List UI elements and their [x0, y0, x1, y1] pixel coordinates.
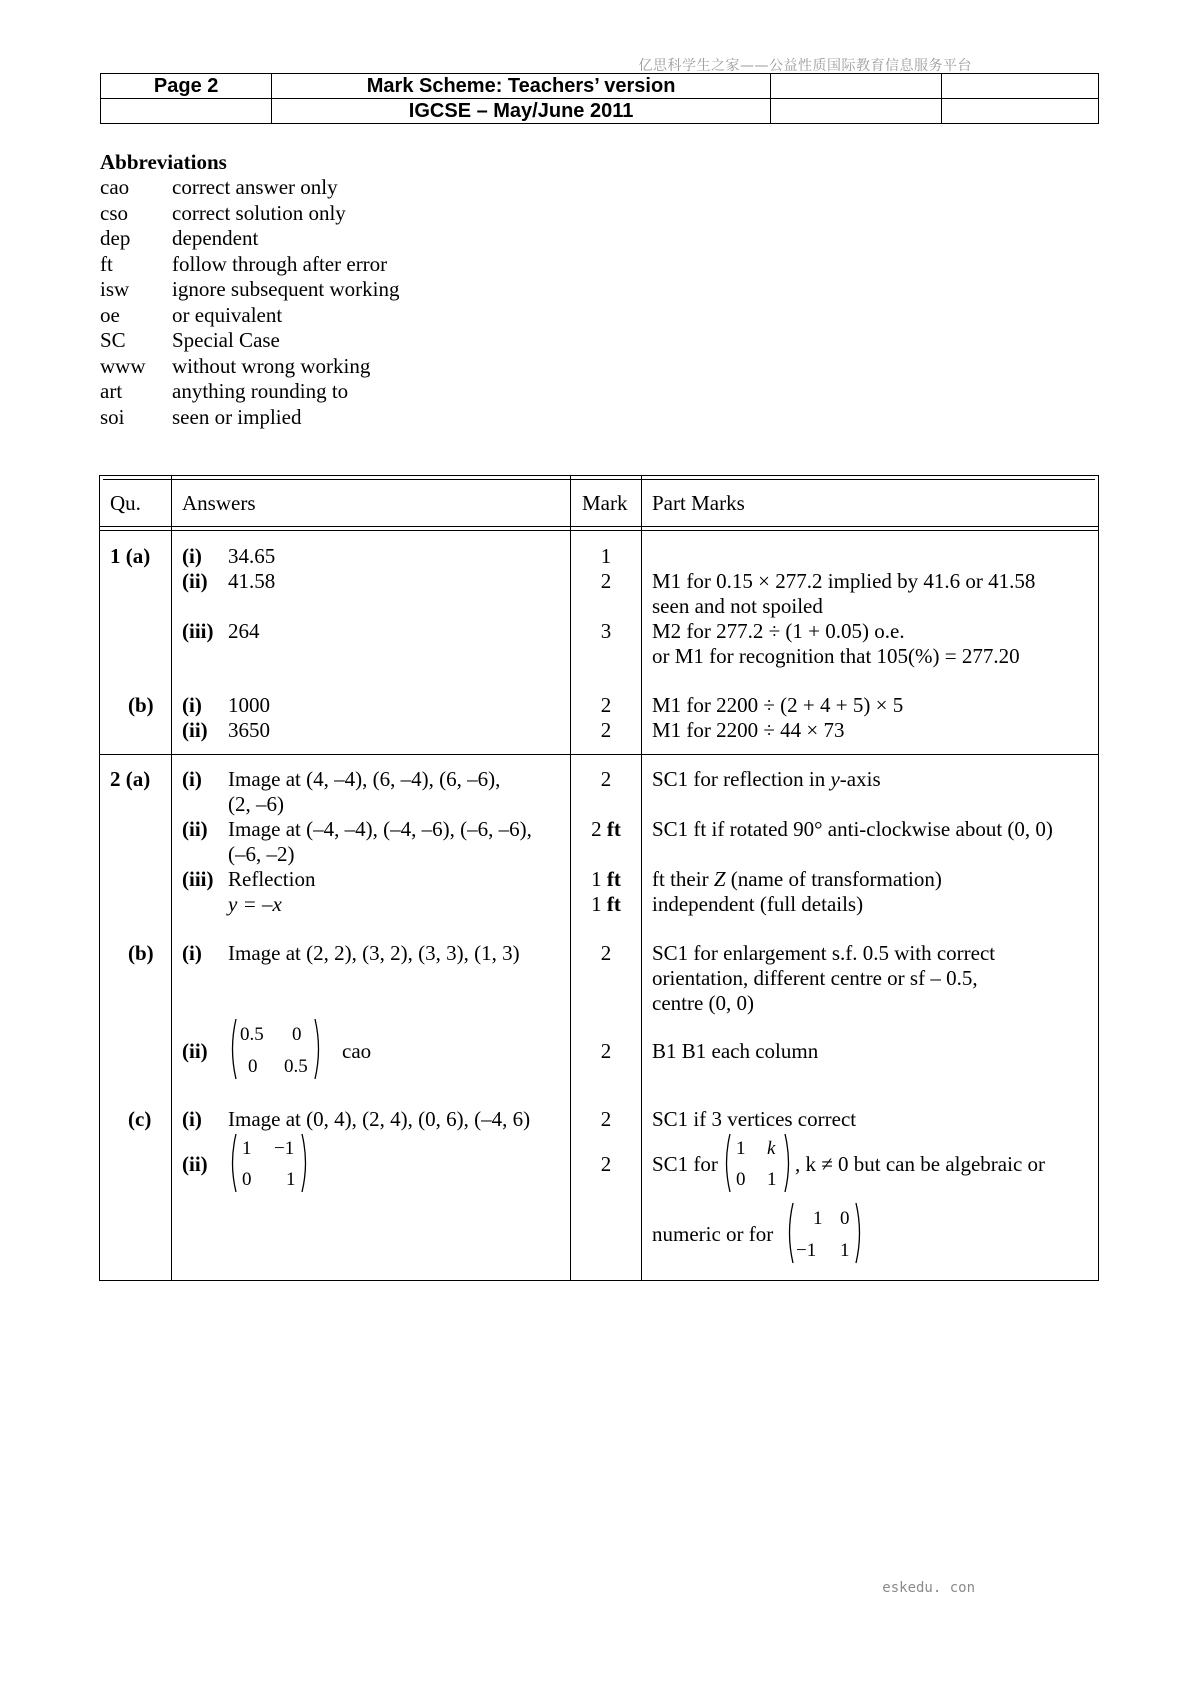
part-marks: M1 for 2200 ÷ 44 × 73 [652, 718, 845, 742]
question-label: (b) [128, 941, 154, 965]
variable: y [830, 767, 840, 791]
matrix-cell: 1 [736, 1138, 746, 1159]
answer: 34.65 [228, 544, 276, 568]
left-bracket [790, 1203, 794, 1263]
abbreviation-item [100, 175, 399, 201]
abbreviation-item [100, 405, 399, 431]
part-label: (i) [182, 767, 202, 791]
part-label: (ii) [182, 1039, 208, 1063]
right-bracket [785, 1134, 789, 1192]
matrix [228, 1132, 310, 1199]
part-marks: M2 for 277.2 ÷ (1 + 0.05) o.e. [652, 619, 905, 643]
part-marks: orientation, different centre or sf – 0.5, [652, 966, 978, 990]
abbreviation-value: anything rounding to [172, 379, 349, 403]
abbreviation-value: without wrong working [172, 353, 371, 378]
mark: 3 [600, 619, 612, 643]
part-marks: , k ≠ 0 but can be algebraic or [795, 1152, 1046, 1176]
answer-note: cao [342, 1039, 372, 1063]
abbreviation-key: SC [100, 328, 126, 352]
answer: Image at (4, –4), (6, –4), (6, –6), [228, 767, 501, 791]
header-subtitle: IGCSE – May/June 2011 [272, 99, 771, 124]
part-label: (i) [182, 544, 202, 568]
left-bracket [233, 1134, 237, 1192]
matrix-cell: 0.5 [240, 1024, 264, 1045]
part-marks: seen and not spoiled [652, 594, 823, 618]
header-divider [100, 526, 1098, 527]
ft-mark: ft [606, 817, 621, 841]
right-bracket [856, 1203, 860, 1263]
matrix-cell: 0 [242, 1169, 252, 1190]
abbreviation-value: or equivalent [172, 302, 283, 327]
part-label: (ii) [182, 569, 208, 593]
abbreviation-key: cso [100, 200, 128, 225]
part-marks: numeric or for [652, 1222, 774, 1246]
question-label: 1 (a) [110, 544, 151, 568]
abbreviation-value: dependent [172, 226, 259, 250]
abbreviation-key: isw [100, 277, 130, 301]
matrix-cell: 0 [840, 1208, 850, 1229]
part-label: (i) [182, 941, 202, 965]
header-answers: Answers [182, 491, 256, 515]
column-divider [641, 476, 642, 1280]
question-label: (b) [128, 693, 154, 717]
left-bracket [727, 1134, 731, 1192]
abbreviation-item [100, 328, 399, 354]
variable: Z [713, 867, 726, 891]
matrix [228, 1017, 323, 1086]
answer: Image at (2, 2), (3, 2), (3, 3), (1, 3) [228, 941, 520, 965]
mark-scheme-table [99, 475, 1099, 1281]
mark: 2 [600, 767, 612, 791]
left-bracket [233, 1019, 237, 1079]
answer: 41.58 [228, 569, 276, 593]
answer: (2, –6) [228, 792, 284, 816]
header-empty-cell [941, 99, 1098, 124]
matrix-brackets [228, 1132, 310, 1194]
mark [571, 817, 641, 842]
part-marks: B1 B1 each column [652, 1039, 819, 1063]
answer: 1000 [228, 693, 270, 717]
question-divider [100, 754, 1098, 755]
abbreviation-key: ft [100, 251, 113, 276]
header-empty-cell [101, 99, 272, 124]
mark: 2 [600, 1152, 612, 1176]
part-label: (iii) [182, 867, 214, 891]
part-marks: M1 for 2200 ÷ (2 + 4 + 5) × 5 [652, 693, 904, 717]
header-empty-cell [770, 74, 941, 99]
part-marks: SC1 for enlargement s.f. 0.5 with correct [652, 941, 996, 965]
question-label: (c) [128, 1107, 152, 1131]
abbreviations-list [100, 175, 399, 430]
abbreviation-key: dep [100, 226, 131, 250]
question-label: 2 (a) [110, 767, 151, 791]
matrix-cell: 1 [813, 1208, 823, 1229]
matrix-cell: −1 [796, 1240, 817, 1261]
mark: 2 [600, 718, 612, 742]
mark [571, 867, 641, 892]
header-empty-cell [941, 74, 1098, 99]
abbreviation-value: Special Case [172, 328, 280, 352]
matrix-brackets [723, 1132, 793, 1194]
matrix-cell: −1 [274, 1138, 295, 1159]
abbreviation-item [100, 354, 399, 380]
mark: 1 [600, 544, 612, 568]
abbreviation-key: www [100, 353, 146, 378]
right-bracket [315, 1019, 319, 1079]
part-marks: centre (0, 0) [652, 991, 755, 1015]
abbreviations-title: Abbreviations [100, 150, 227, 174]
abbreviation-item [100, 226, 399, 252]
column-divider [171, 476, 172, 1280]
answer: Reflection [228, 867, 316, 891]
part-marks: M1 for 0.15 × 277.2 implied by 41.6 or 41.58 [652, 569, 1036, 593]
matrix-cell: k [767, 1138, 776, 1159]
matrix-cell: 0.5 [284, 1056, 308, 1077]
mark-value: 2 [591, 817, 602, 841]
matrix-cell: 1 [242, 1138, 252, 1159]
header-divider [100, 530, 1098, 531]
abbreviation-item [100, 201, 399, 227]
mark-value: 1 [591, 867, 602, 891]
abbreviation-key: soi [100, 404, 125, 429]
mark [571, 892, 641, 917]
matrix [723, 1132, 793, 1199]
header-title: Mark Scheme: Teachers’ version [272, 74, 771, 99]
footer-watermark: eskedu. con [882, 1580, 975, 1596]
matrix-cell: 1 [840, 1240, 850, 1261]
part-marks: SC1 if 3 vertices correct [652, 1107, 857, 1131]
part-marks: SC1 for [652, 1152, 718, 1176]
header-empty-cell [770, 99, 941, 124]
header-mark: Mark [582, 491, 628, 515]
answer: (–6, –2) [228, 842, 295, 866]
matrix-cell: 0 [248, 1056, 258, 1077]
right-bracket [302, 1134, 306, 1192]
watermark: 亿思科学生之家——公益性质国际教育信息服务平台 [638, 58, 972, 74]
text: ft their [652, 867, 714, 891]
mark: 2 [600, 941, 612, 965]
header-part-marks: Part Marks [652, 491, 745, 515]
part-marks [652, 867, 942, 892]
abbreviation-value: ignore subsequent working [172, 277, 400, 301]
ft-mark: ft [606, 892, 621, 916]
matrix-brackets [228, 1017, 323, 1081]
abbreviation-item [100, 277, 399, 303]
abbreviation-value: follow through after error [172, 251, 388, 276]
part-label: (ii) [182, 718, 208, 742]
abbreviation-value: correct solution only [172, 200, 346, 225]
mark-value: 1 [591, 892, 602, 916]
abbreviation-item [100, 303, 399, 329]
mark: 2 [600, 569, 612, 593]
mark: 2 [600, 1107, 612, 1131]
answer: y = –x [228, 892, 282, 916]
matrix-cell: 0 [292, 1024, 302, 1045]
matrix-cell: 1 [286, 1169, 296, 1190]
part-marks [652, 767, 881, 792]
abbreviation-key: art [100, 379, 123, 403]
abbreviation-item [100, 252, 399, 278]
header-page: Page 2 [101, 74, 272, 99]
mark: 2 [600, 1039, 612, 1063]
matrix-cell: 1 [767, 1169, 777, 1190]
part-label: (ii) [182, 1152, 208, 1176]
answer: 3650 [228, 718, 270, 742]
abbreviation-value: correct answer only [172, 175, 338, 199]
ft-mark: ft [606, 867, 621, 891]
matrix [786, 1201, 864, 1270]
part-marks: or M1 for recognition that 105(%) = 277.20 [652, 644, 1020, 668]
part-marks: independent (full details) [652, 892, 864, 916]
answer: Image at (0, 4), (2, 4), (0, 6), (–4, 6) [228, 1107, 531, 1131]
abbreviation-item [100, 379, 399, 405]
text: -axis [839, 767, 881, 791]
header-qu: Qu. [110, 491, 141, 515]
part-label: (ii) [182, 817, 208, 841]
abbreviation-key: oe [100, 302, 120, 327]
matrix-cell: 0 [736, 1169, 746, 1190]
text: (name of transformation) [725, 867, 942, 891]
mark: 2 [600, 693, 612, 717]
header-inner-line [103, 479, 1095, 480]
part-label: (i) [182, 1107, 202, 1131]
part-label: (iii) [182, 619, 214, 643]
matrix-brackets [786, 1201, 864, 1265]
answer: Image at (–4, –4), (–4, –6), (–6, –6), [228, 817, 532, 841]
text: SC1 for reflection in [652, 767, 831, 791]
part-label: (i) [182, 693, 202, 717]
abbreviation-key: cao [100, 175, 130, 199]
part-marks: SC1 ft if rotated 90° anti-clockwise about (0, 0) [652, 817, 1053, 841]
answer: 264 [228, 619, 260, 643]
header-table [100, 73, 1099, 124]
abbreviation-value: seen or implied [172, 404, 302, 429]
